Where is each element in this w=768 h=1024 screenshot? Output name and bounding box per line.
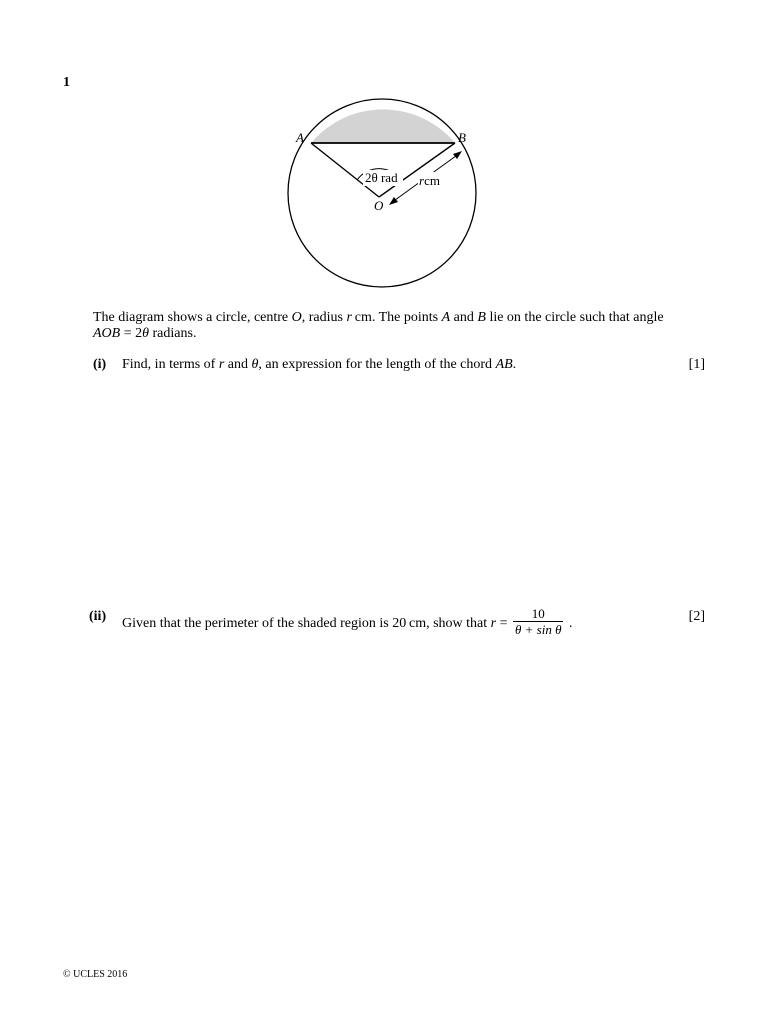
intro-text: , radius bbox=[301, 310, 347, 325]
copyright-footer: © UCLES 2016 bbox=[63, 969, 128, 980]
part-i-text: , an expression for the length of the chord bbox=[258, 357, 496, 372]
intro-var-theta: θ bbox=[142, 326, 150, 341]
part-i-var-theta: θ bbox=[251, 357, 259, 372]
part-ii-text: = bbox=[496, 616, 512, 632]
part-ii-var-r: r bbox=[490, 616, 497, 632]
point-a-label: A bbox=[296, 130, 304, 145]
intro-text: The diagram shows a circle, centre bbox=[93, 310, 292, 325]
part-i-question bbox=[122, 357, 516, 373]
angle-label: 2θ rad bbox=[365, 170, 398, 185]
part-i-marks: [1] bbox=[688, 357, 705, 372]
fraction bbox=[513, 607, 563, 637]
part-i-var-ab: AB bbox=[495, 357, 513, 372]
intro-var-a: A bbox=[441, 310, 451, 325]
intro-var-r: r bbox=[346, 310, 352, 325]
intro-var-b: B bbox=[477, 310, 486, 325]
circle-sector-diagram bbox=[0, 0, 768, 300]
dimension-arrowhead-top bbox=[453, 151, 462, 159]
part-ii-label: (ii) bbox=[89, 609, 107, 624]
centre-o-label: O bbox=[374, 198, 384, 213]
intro-text: = 2 bbox=[120, 326, 143, 341]
part-ii-text: Given that the perimeter of the shaded region is 20 cm, show that bbox=[122, 616, 491, 632]
part-i-label: (i) bbox=[93, 357, 107, 372]
question-intro bbox=[93, 310, 693, 342]
fraction-denominator: θ + sin θ bbox=[515, 622, 562, 637]
radius-label bbox=[419, 173, 440, 188]
intro-text: radians. bbox=[149, 326, 197, 341]
radius-label-unit: cm bbox=[424, 173, 440, 188]
intro-text: cm. The points bbox=[351, 310, 442, 325]
question-number: 1 bbox=[63, 75, 70, 90]
intro-text: and bbox=[450, 310, 478, 325]
fraction-numerator: 10 bbox=[513, 607, 563, 622]
part-i-text: Find, in terms of bbox=[122, 357, 219, 372]
part-ii-question bbox=[122, 606, 573, 639]
part-i-text: and bbox=[224, 357, 252, 372]
part-i-var-r: r bbox=[218, 357, 225, 372]
part-ii-marks: [2] bbox=[688, 609, 705, 624]
dimension-arrowhead-bottom bbox=[389, 197, 398, 205]
intro-var-o: O bbox=[291, 310, 302, 325]
part-i-text: . bbox=[512, 357, 517, 372]
intro-var-aob: AOB bbox=[93, 326, 121, 341]
point-b-label: B bbox=[458, 130, 466, 145]
intro-text: lie on the circle such that angle bbox=[485, 310, 664, 325]
radius-label-variable: r bbox=[419, 173, 425, 188]
part-ii-text: . bbox=[565, 616, 573, 632]
